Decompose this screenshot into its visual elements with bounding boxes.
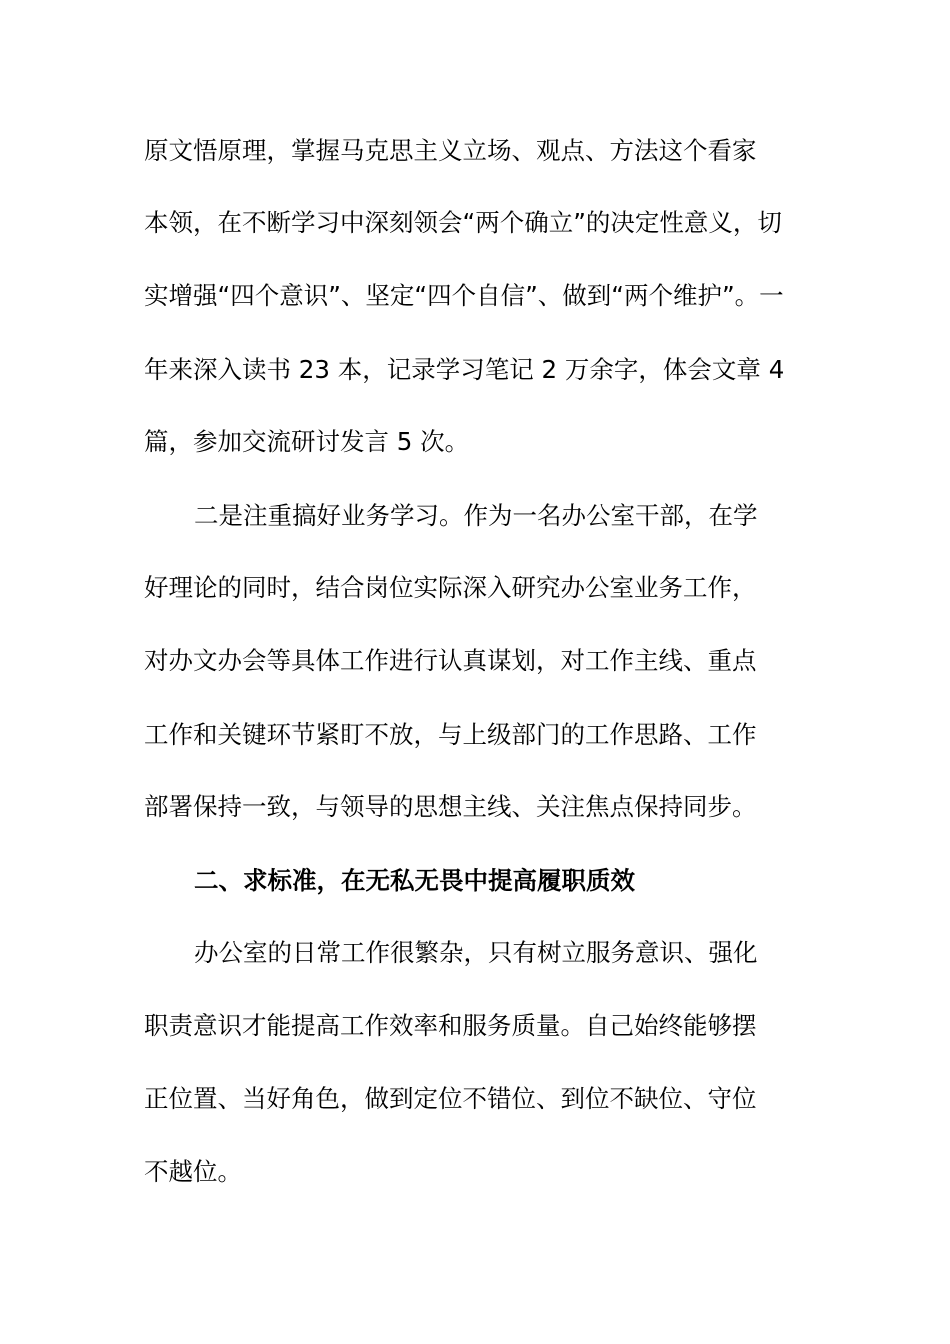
paragraph-first-line: 二是注重搞好业务学习。作为一名办公室干部，在学: [194, 501, 758, 530]
body-text-line: 职责意识才能提高工作效率和服务质量。自己始终能够摆: [144, 1011, 757, 1040]
paragraph-first-line: 办公室的日常工作很繁杂，只有树立服务意识、强化: [194, 938, 758, 967]
body-text-line: 实增强“四个意识”、坚定“四个自信”、做到“两个维护”。一: [144, 281, 784, 310]
body-text-line: 原文悟原理，掌握马克思主义立场、观点、方法这个看家: [144, 136, 757, 165]
section-heading: 二、求标准，在无私无畏中提高履职质效: [194, 866, 635, 895]
body-text-line: 工作和关键环节紧盯不放，与上级部门的工作思路、工作: [144, 720, 757, 749]
body-text-line: 年来深入读书 23 本，记录学习笔记 2 万余字，体会文章 4: [144, 355, 785, 384]
body-text-line: 正位置、当好角色，做到定位不错位、到位不缺位、守位: [144, 1084, 757, 1113]
body-text-line: 不越位。: [144, 1157, 242, 1186]
body-text-line: 对办文办会等具体工作进行认真谋划，对工作主线、重点: [144, 646, 757, 675]
body-text-line: 篇，参加交流研讨发言 5 次。: [144, 427, 470, 456]
body-text-line: 好理论的同时，结合岗位实际深入研究办公室业务工作，: [144, 573, 757, 602]
body-text-line: 部署保持一致，与领导的思想主线、关注焦点保持同步。: [144, 792, 757, 821]
body-text-line: 本领，在不断学习中深刻领会“两个确立”的决定性意义，切: [144, 208, 782, 237]
